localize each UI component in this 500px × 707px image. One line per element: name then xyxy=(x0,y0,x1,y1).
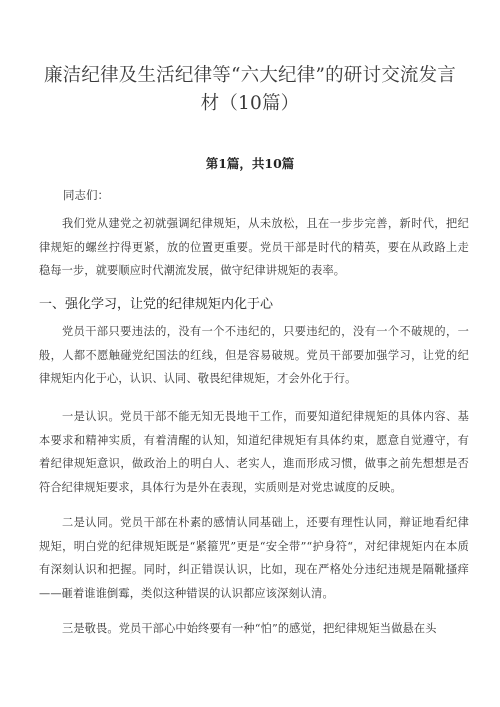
part-label: 第1篇，共10篇 xyxy=(205,156,295,171)
paragraph-recognition: 一是认识。党员干部不能无知无畏地干工作，而要知道纪律规矩的具体内容、基本要求和精神实质，有着清醒的认知，知道纪律规矩有具体约束，愿意自觉遵守，有着纪律规矩意识，做政治上的明白人、老实人，進而形成习惯，做事之前先想想是否符合纪律规矩要求，具体行为是外在表现，实质则是对党忠诚度的反映。 xyxy=(39,410,469,494)
section-heading: 一、强化学习，让党的纪律规矩内化于心 xyxy=(39,297,274,312)
document-title: 廉洁纪律及生活纪律等“六大纪律”的研讨交流发言材（10篇） xyxy=(43,65,457,114)
greeting: 同志们： xyxy=(63,188,109,202)
paragraph-reverence: 三是敬畏。党员干部心中始终要有一种“怕”的感觉，把纪律规矩当做悬在头 xyxy=(62,622,437,635)
paragraph-intro: 我们党从建党之初就强调纪律规矩，从未放松，且在一步步完善，新时代，把纪律规矩的螺丝拧得更紧，放的位置更重要。党员干部是时代的精英，要在从政路上走稳每一步，就要顺应时代潮流发展，做守纪律讲规矩的表率。 xyxy=(39,217,469,277)
paragraph-section-intro: 党员干部只要违法的，没有一个不违纪的，只要违纪的，没有一个不破规的，一般，人都不愿触碰党纪国法的红线，但是容易破规。党员干部要加强学习，让党的纪律规矩内化于心，认识、认同、敬畏纪律规矩，才会外化于行。 xyxy=(39,325,469,385)
paragraph-identification: 二是认同。党员干部在朴素的感情认同基础上，还要有理性认同，辩证地看纪律规矩，明白党的纪律规矩既是“紧箍咒”更是“安全带”“护身符“，对纪律规矩内在本质有深刻认识和把握。同时，纠正错误认识，比如，现在严格处分违纪违规是隔靴搔痒——砸着谁谁倒霉，类似这种错误的认识都应该深刻认清。 xyxy=(39,516,469,600)
